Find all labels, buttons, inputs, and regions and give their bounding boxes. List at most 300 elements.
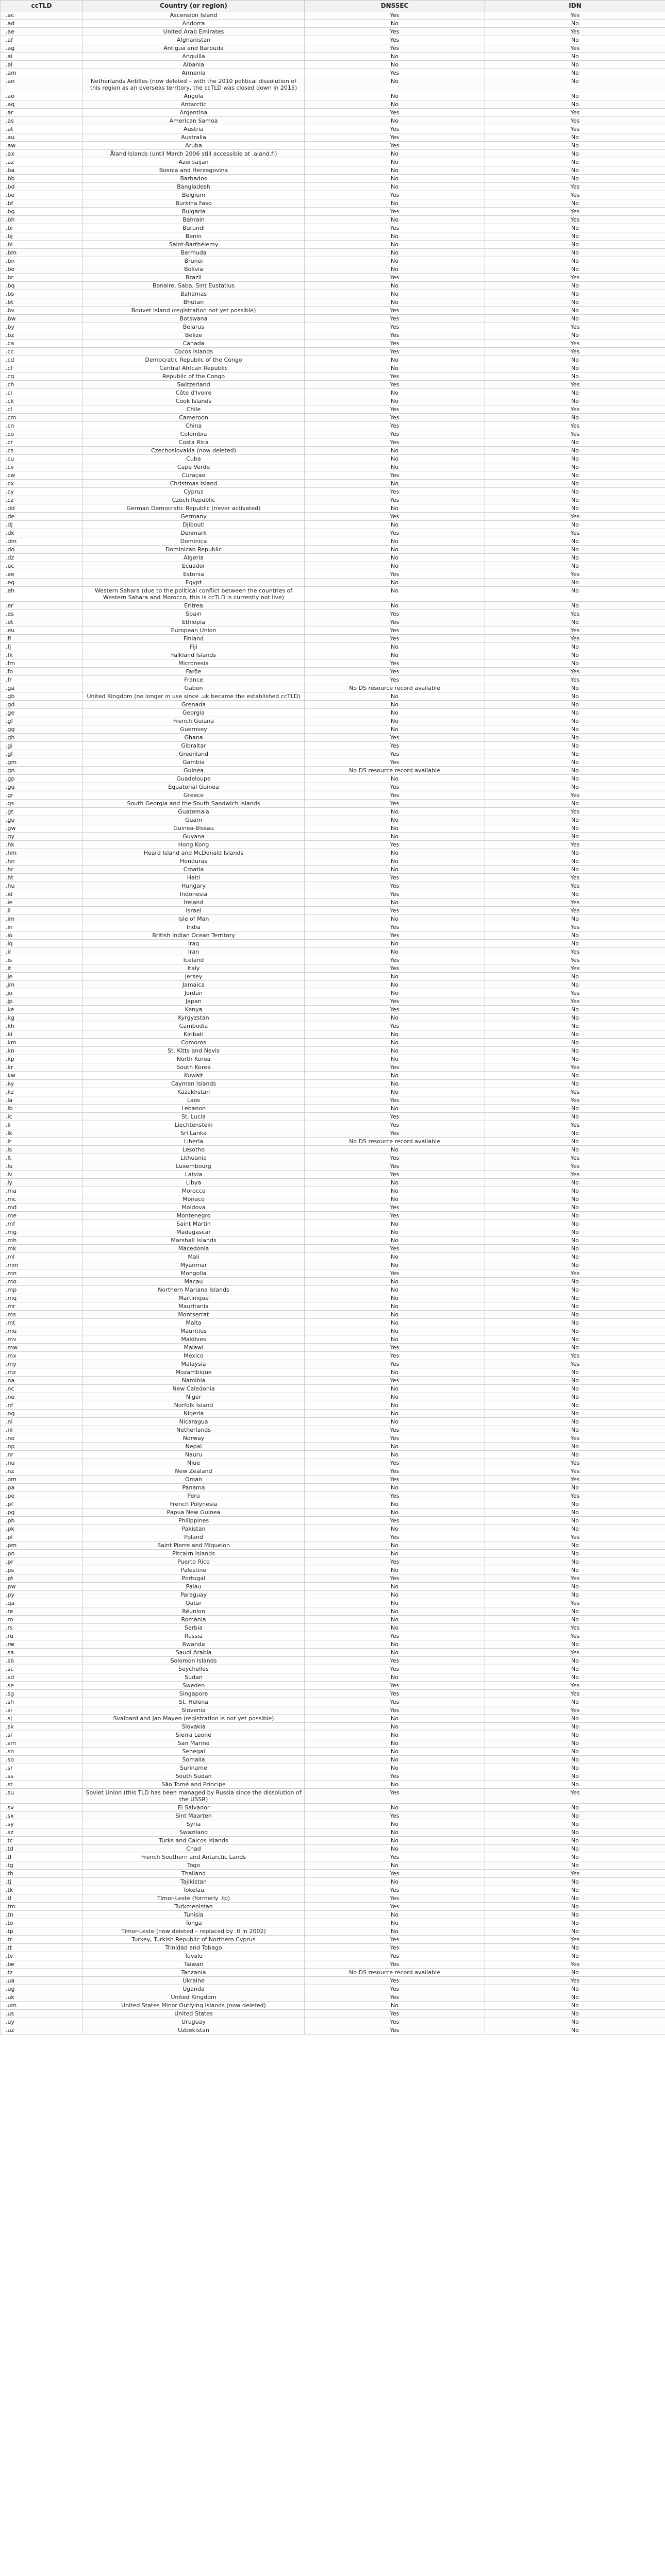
dnssec-cell: No: [305, 1311, 485, 1319]
dnssec-cell: Yes: [305, 570, 485, 579]
country-cell: Norway: [83, 1434, 305, 1443]
country-cell: Ghana: [83, 734, 305, 742]
idn-cell: No: [485, 1418, 665, 1426]
idn-cell: No: [485, 1319, 665, 1327]
cctld-cell: .dd: [1, 504, 83, 513]
idn-cell: No: [485, 1368, 665, 1377]
idn-cell: No: [485, 973, 665, 981]
idn-cell: No: [485, 866, 665, 874]
header-dnssec[interactable]: DNSSEC: [305, 1, 485, 11]
cctld-cell: .sj: [1, 1715, 83, 1723]
country-cell: Soviet Union (this TLD has been managed by Russia since the dissolution of the USSR): [83, 1789, 305, 1804]
country-cell: American Samoa: [83, 117, 305, 125]
cctld-cell: .ck: [1, 397, 83, 405]
table-row: [1, 224, 665, 232]
idn-cell: No: [485, 1525, 665, 1533]
cctld-cell: .iq: [1, 940, 83, 948]
idn-cell: No: [485, 389, 665, 397]
table-row: [1, 257, 665, 265]
idn-cell: No: [485, 166, 665, 175]
idn-cell: No: [485, 1286, 665, 1294]
table-row: [1, 1804, 665, 1812]
cctld-cell: .rw: [1, 1640, 83, 1649]
table-row: [1, 1352, 665, 1360]
country-cell: Tuvalu: [83, 1952, 305, 1960]
dnssec-cell: Yes: [305, 783, 485, 791]
idn-cell: No: [485, 717, 665, 725]
dnssec-cell: No: [305, 1583, 485, 1591]
country-cell: Jamaica: [83, 981, 305, 989]
country-cell: United Arab Emirates: [83, 28, 305, 36]
cctld-cell: .kp: [1, 1055, 83, 1063]
country-cell: Austria: [83, 125, 305, 133]
dnssec-cell: Yes: [305, 1171, 485, 1179]
country-cell: Czech Republic: [83, 496, 305, 504]
dnssec-cell: Yes: [305, 1245, 485, 1253]
country-cell: New Zealand: [83, 1467, 305, 1476]
dnssec-cell: No: [305, 602, 485, 610]
cctld-cell: .bb: [1, 175, 83, 183]
table-row: [1, 1476, 665, 1484]
cctld-cell: .bm: [1, 249, 83, 257]
cctld-cell: .mz: [1, 1368, 83, 1377]
table-row: [1, 973, 665, 981]
cctld-cell: .li: [1, 1121, 83, 1129]
country-cell: Thailand: [83, 1870, 305, 1878]
country-cell: Heard Island and McDonald Islands: [83, 849, 305, 857]
idn-cell: No: [485, 1927, 665, 1936]
idn-cell: No: [485, 1245, 665, 1253]
header-idn[interactable]: IDN: [485, 1, 665, 11]
table-row: [1, 1204, 665, 1212]
table-row: [1, 1541, 665, 1550]
cctld-cell: .nl: [1, 1426, 83, 1434]
header-cctld[interactable]: ccTLD: [1, 1, 83, 11]
cctld-cell: .bg: [1, 208, 83, 216]
cctld-cell: .bo: [1, 265, 83, 274]
country-cell: Réunion: [83, 1607, 305, 1616]
idn-cell: No: [485, 1820, 665, 1828]
table-row: [1, 1903, 665, 1911]
country-cell: Belize: [83, 331, 305, 340]
cctld-cell: .gw: [1, 824, 83, 833]
table-row: [1, 1837, 665, 1845]
table-row: [1, 1772, 665, 1781]
cctld-cell: .mu: [1, 1327, 83, 1335]
country-cell: Cuba: [83, 455, 305, 463]
cctld-cell: .so: [1, 1756, 83, 1764]
idn-cell: No: [485, 199, 665, 208]
table-row: [1, 1525, 665, 1533]
dnssec-cell: No: [305, 175, 485, 183]
idn-cell: No: [485, 1886, 665, 1894]
country-cell: Netherlands Antilles (now deleted – with the 2010 political dissolution of this region as an overseas territory, the ccTLD was closed down in 2015): [83, 77, 305, 92]
table-row: [1, 1245, 665, 1253]
cctld-cell: .mc: [1, 1195, 83, 1204]
country-cell: Bouvet Island (registration not yet possible): [83, 307, 305, 315]
cctld-cell: .de: [1, 513, 83, 521]
country-cell: Egypt: [83, 579, 305, 587]
table-row: [1, 1853, 665, 1861]
idn-cell: Yes: [485, 626, 665, 635]
dnssec-cell: No: [305, 1401, 485, 1410]
table-row: [1, 626, 665, 635]
table-row: [1, 651, 665, 659]
idn-cell: No: [485, 1294, 665, 1302]
idn-cell: No: [485, 684, 665, 692]
cctld-cell: .cd: [1, 356, 83, 364]
country-cell: Honduras: [83, 857, 305, 866]
dnssec-cell: No: [305, 1055, 485, 1063]
idn-cell: No: [485, 1022, 665, 1030]
country-cell: Republic of the Congo: [83, 372, 305, 381]
country-cell: Lesotho: [83, 1146, 305, 1154]
idn-cell: Yes: [485, 874, 665, 882]
country-cell: Albania: [83, 61, 305, 69]
dnssec-cell: Yes: [305, 208, 485, 216]
table-row: [1, 767, 665, 775]
cctld-cell: .fj: [1, 643, 83, 651]
idn-cell: Yes: [485, 513, 665, 521]
country-cell: Puerto Rico: [83, 1558, 305, 1566]
idn-cell: Yes: [485, 1533, 665, 1541]
idn-cell: No: [485, 397, 665, 405]
table-row: [1, 1616, 665, 1624]
idn-cell: No: [485, 1541, 665, 1550]
dnssec-cell: Yes: [305, 635, 485, 643]
idn-cell: No: [485, 521, 665, 529]
header-country[interactable]: Country (or region): [83, 1, 305, 11]
idn-cell: No: [485, 725, 665, 734]
cctld-cell: .gb: [1, 692, 83, 701]
dnssec-cell: No: [305, 480, 485, 488]
idn-cell: Yes: [485, 1459, 665, 1467]
country-cell: Costa Rica: [83, 438, 305, 447]
idn-cell: No: [485, 1302, 665, 1311]
country-cell: French Polynesia: [83, 1500, 305, 1509]
country-cell: Guinea-Bissau: [83, 824, 305, 833]
country-cell: Isle of Man: [83, 915, 305, 923]
country-cell: Andorra: [83, 20, 305, 28]
table-row: [1, 1261, 665, 1269]
idn-cell: No: [485, 1261, 665, 1269]
country-cell: Netherlands: [83, 1426, 305, 1434]
table-row: [1, 1649, 665, 1657]
country-cell: Mozambique: [83, 1368, 305, 1377]
idn-cell: No: [485, 1228, 665, 1236]
idn-cell: Yes: [485, 125, 665, 133]
idn-cell: No: [485, 471, 665, 480]
table-row: [1, 1500, 665, 1509]
cctld-cell: .pr: [1, 1558, 83, 1566]
country-cell: Kiribati: [83, 1030, 305, 1039]
dnssec-cell: Yes: [305, 69, 485, 77]
table-row: [1, 1550, 665, 1558]
dnssec-cell: Yes: [305, 1154, 485, 1162]
dnssec-cell: Yes: [305, 1558, 485, 1566]
cctld-cell: .eg: [1, 579, 83, 587]
table-row: [1, 668, 665, 676]
country-cell: San Marino: [83, 1739, 305, 1748]
cctld-cell: .um: [1, 2002, 83, 2010]
dnssec-cell: Yes: [305, 997, 485, 1006]
cctld-cell: .sb: [1, 1657, 83, 1665]
cctld-cell: .sv: [1, 1804, 83, 1812]
table-row: [1, 610, 665, 618]
country-cell: Cyprus: [83, 488, 305, 496]
dnssec-cell: No: [305, 1748, 485, 1756]
country-cell: St. Lucia: [83, 1113, 305, 1121]
idn-cell: Yes: [485, 11, 665, 20]
country-cell: Afghanistan: [83, 36, 305, 44]
country-cell: Gambia: [83, 758, 305, 767]
dnssec-cell: No: [305, 1393, 485, 1401]
table-row: [1, 28, 665, 36]
idn-cell: No: [485, 554, 665, 562]
cctld-cell: .ie: [1, 899, 83, 907]
cctld-cell: .fi: [1, 635, 83, 643]
country-cell: Nicaragua: [83, 1418, 305, 1426]
dnssec-cell: Yes: [305, 142, 485, 150]
table-row: [1, 1401, 665, 1410]
cctld-cell: .by: [1, 323, 83, 331]
table-row: [1, 1311, 665, 1319]
cctld-cell: .ga: [1, 684, 83, 692]
idn-cell: No: [485, 158, 665, 166]
table-row: [1, 1640, 665, 1649]
cctld-cell: .ag: [1, 44, 83, 53]
cctld-cell: .re: [1, 1607, 83, 1616]
table-row: [1, 1113, 665, 1121]
idn-cell: Yes: [485, 28, 665, 36]
country-cell: Greece: [83, 791, 305, 800]
table-row: [1, 915, 665, 923]
idn-cell: Yes: [485, 676, 665, 684]
dnssec-cell: No: [305, 1599, 485, 1607]
table-row: [1, 841, 665, 849]
dnssec-cell: No: [305, 1088, 485, 1096]
cctld-cell: .bl: [1, 241, 83, 249]
cctld-cell: .gi: [1, 742, 83, 750]
table-row: [1, 899, 665, 907]
dnssec-cell: No: [305, 940, 485, 948]
country-cell: Jordan: [83, 989, 305, 997]
idn-cell: No: [485, 643, 665, 651]
table-row: [1, 430, 665, 438]
country-cell: Western Sahara (due to the political conflict between the countries of Western Sahara and Morocco, this is ccTLD is currently not live): [83, 587, 305, 602]
cctld-cell: .jp: [1, 997, 83, 1006]
dnssec-cell: Yes: [305, 964, 485, 973]
country-cell: Kyrgyzstan: [83, 1014, 305, 1022]
table-row: [1, 684, 665, 692]
dnssec-cell: Yes: [305, 626, 485, 635]
dnssec-cell: Yes: [305, 659, 485, 668]
cctld-cell: .kr: [1, 1063, 83, 1072]
idn-cell: No: [485, 758, 665, 767]
idn-cell: No: [485, 1837, 665, 1845]
idn-cell: No: [485, 232, 665, 241]
idn-cell: No: [485, 1657, 665, 1665]
cctld-cell: .cv: [1, 463, 83, 471]
country-cell: New Caledonia: [83, 1385, 305, 1393]
country-cell: Guam: [83, 816, 305, 824]
cctld-cell: .cx: [1, 480, 83, 488]
table-row: [1, 570, 665, 579]
cctld-cell: .np: [1, 1443, 83, 1451]
cctld-cell: .tn: [1, 1911, 83, 1919]
cctld-cell: .bn: [1, 257, 83, 265]
cctld-cell: .si: [1, 1706, 83, 1715]
cctld-cell: .tp: [1, 1927, 83, 1936]
country-cell: Antarctic: [83, 100, 305, 109]
dnssec-cell: Yes: [305, 348, 485, 356]
dnssec-cell: No: [305, 1861, 485, 1870]
idn-cell: No: [485, 372, 665, 381]
country-cell: Antigua and Barbuda: [83, 44, 305, 53]
dnssec-cell: No: [305, 1443, 485, 1451]
table-row: [1, 191, 665, 199]
idn-cell: No: [485, 1195, 665, 1204]
cctld-cell: .su: [1, 1789, 83, 1804]
dnssec-cell: No: [305, 973, 485, 981]
dnssec-cell: No: [305, 1756, 485, 1764]
cctld-cell: .fk: [1, 651, 83, 659]
cctld-cell: .nz: [1, 1467, 83, 1476]
cctld-cell: .ls: [1, 1146, 83, 1154]
country-cell: Sierra Leone: [83, 1731, 305, 1739]
table-row: [1, 1845, 665, 1853]
idn-cell: No: [485, 414, 665, 422]
dnssec-cell: No DS resource record available: [305, 684, 485, 692]
country-cell: Cambodia: [83, 1022, 305, 1030]
cctld-cell: .rs: [1, 1624, 83, 1632]
cctld-cell: .my: [1, 1360, 83, 1368]
idn-cell: Yes: [485, 1624, 665, 1632]
table-row: [1, 1162, 665, 1171]
dnssec-cell: Yes: [305, 1113, 485, 1121]
dnssec-cell: Yes: [305, 1377, 485, 1385]
dnssec-cell: No: [305, 92, 485, 100]
country-cell: Ireland: [83, 899, 305, 907]
cctld-cell: .cm: [1, 414, 83, 422]
table-row: [1, 1977, 665, 1985]
idn-cell: No: [485, 1558, 665, 1566]
cctld-cell: .bw: [1, 315, 83, 323]
country-cell: Christmas Island: [83, 480, 305, 488]
idn-cell: No: [485, 1878, 665, 1886]
country-cell: Papua New Guinea: [83, 1509, 305, 1517]
dnssec-cell: No: [305, 1739, 485, 1748]
cctld-cell: .sg: [1, 1690, 83, 1698]
idn-cell: No: [485, 1772, 665, 1781]
idn-cell: No: [485, 1377, 665, 1385]
cctld-cell: .mm: [1, 1261, 83, 1269]
dnssec-cell: No: [305, 948, 485, 956]
country-cell: Martinique: [83, 1294, 305, 1302]
idn-cell: No: [485, 1385, 665, 1393]
idn-cell: No: [485, 1146, 665, 1154]
country-cell: Tajikistan: [83, 1878, 305, 1886]
dnssec-cell: Yes: [305, 1344, 485, 1352]
table-row: [1, 997, 665, 1006]
idn-cell: Yes: [485, 183, 665, 191]
cctld-cell: .lr: [1, 1138, 83, 1146]
table-body: [1, 11, 665, 2035]
cctld-cell: .mg: [1, 1228, 83, 1236]
idn-cell: No: [485, 307, 665, 315]
table-row: [1, 1607, 665, 1616]
idn-cell: No: [485, 1764, 665, 1772]
cctld-cell: .tj: [1, 1878, 83, 1886]
idn-cell: Yes: [485, 1690, 665, 1698]
idn-cell: No: [485, 2018, 665, 2026]
dnssec-cell: No: [305, 20, 485, 28]
idn-cell: Yes: [485, 882, 665, 890]
dnssec-cell: No: [305, 389, 485, 397]
dnssec-cell: Yes: [305, 1870, 485, 1878]
country-cell: Åland Islands (until March 2006 still accessible at .aland.fi): [83, 150, 305, 158]
cctld-cell: .ae: [1, 28, 83, 36]
table-row: [1, 11, 665, 20]
idn-cell: No: [485, 1853, 665, 1861]
cctld-cell: .ee: [1, 570, 83, 579]
idn-cell: No: [485, 857, 665, 866]
table-row: [1, 775, 665, 783]
country-cell: Madagascar: [83, 1228, 305, 1236]
cctld-cell: .ua: [1, 1977, 83, 1985]
idn-cell: No: [485, 488, 665, 496]
table-row: [1, 1434, 665, 1443]
dnssec-cell: No: [305, 981, 485, 989]
table-row: [1, 1344, 665, 1352]
country-cell: Germany: [83, 513, 305, 521]
country-cell: Nauru: [83, 1451, 305, 1459]
cctld-cell: .uy: [1, 2018, 83, 2026]
idn-cell: No: [485, 651, 665, 659]
table-row: [1, 1179, 665, 1187]
country-cell: Malawi: [83, 1344, 305, 1352]
dnssec-cell: Yes: [305, 1517, 485, 1525]
idn-cell: Yes: [485, 216, 665, 224]
country-cell: Chad: [83, 1845, 305, 1853]
idn-cell: No: [485, 931, 665, 940]
dnssec-cell: Yes: [305, 1574, 485, 1583]
idn-cell: Yes: [485, 1977, 665, 1985]
cctld-cell: .gd: [1, 701, 83, 709]
dnssec-cell: No: [305, 562, 485, 570]
cctld-cell: .il: [1, 907, 83, 915]
cctld-cell: .an: [1, 77, 83, 92]
cctld-cell: .az: [1, 158, 83, 166]
country-cell: São Tomé and Príncipe: [83, 1781, 305, 1789]
table-row: [1, 529, 665, 537]
dnssec-cell: No: [305, 692, 485, 701]
dnssec-cell: No: [305, 158, 485, 166]
cctld-cell: .sx: [1, 1812, 83, 1820]
table-row: [1, 44, 665, 53]
cctld-cell: .sy: [1, 1820, 83, 1828]
country-cell: Iraq: [83, 940, 305, 948]
cctld-cell: .ch: [1, 381, 83, 389]
cctld-cell: .pm: [1, 1541, 83, 1550]
table-row: [1, 92, 665, 100]
idn-cell: No: [485, 364, 665, 372]
idn-cell: No: [485, 2026, 665, 2035]
dnssec-cell: Yes: [305, 791, 485, 800]
dnssec-cell: Yes: [305, 1492, 485, 1500]
country-cell: Burkina Faso: [83, 199, 305, 208]
cctld-cell: .pg: [1, 1509, 83, 1517]
